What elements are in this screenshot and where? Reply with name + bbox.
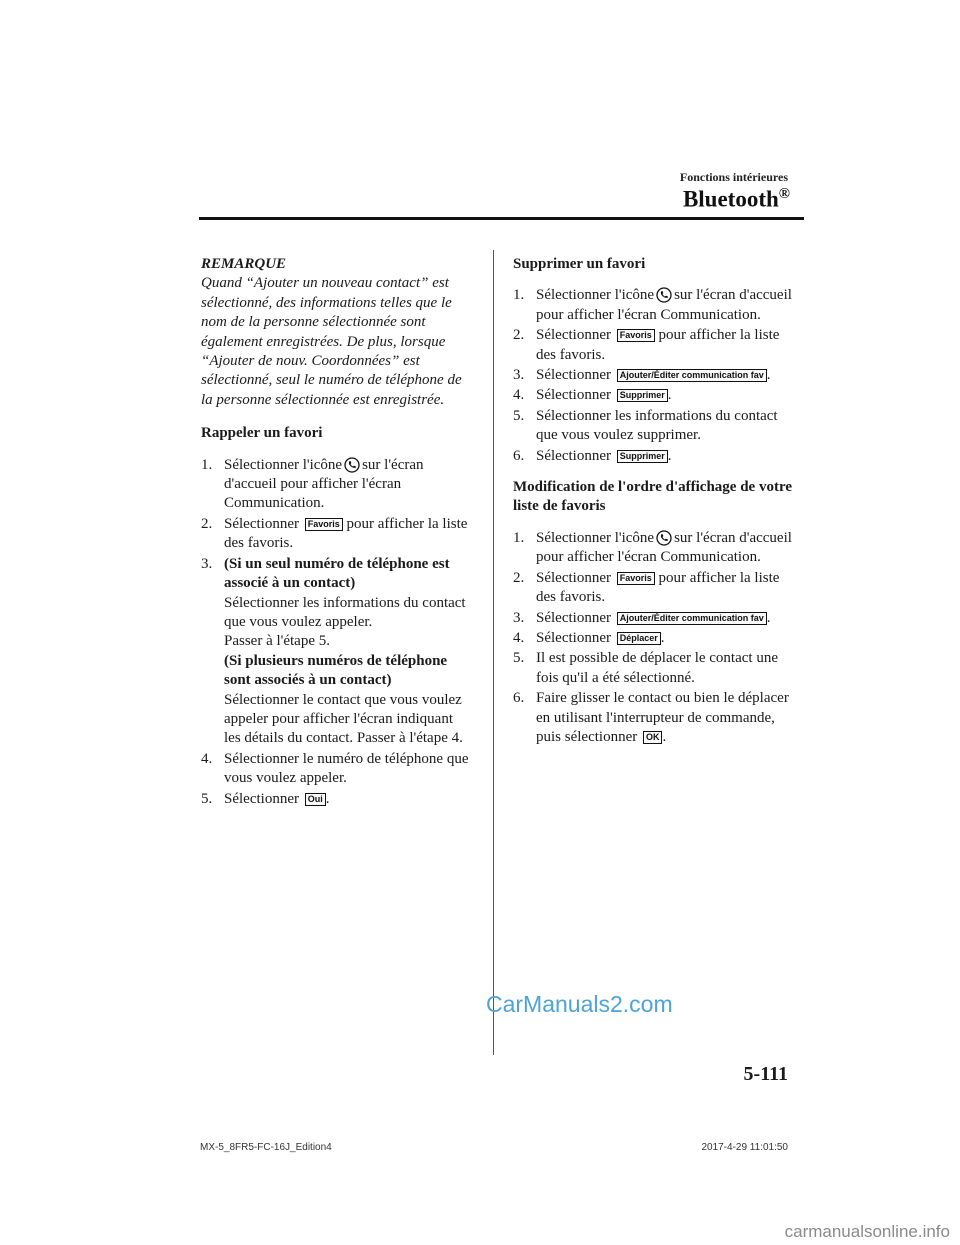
footer-edition: MX-5_8FR5-FC-16J_Edition4 xyxy=(200,1142,332,1153)
list-item: 5. Il est possible de déplacer le contact une fois qu'il a été sélectionné. xyxy=(513,650,778,686)
phone-icon xyxy=(656,530,672,546)
list-item: 4. Sélectionner Supprimer . xyxy=(513,387,672,404)
section-heading-delete: Supprimer un favori xyxy=(513,256,646,272)
list-item: 2. Sélectionner Favoris pour afficher la liste des favoris. xyxy=(513,327,780,363)
supprimer-button: Supprimer xyxy=(617,389,668,402)
list-item: 4. Sélectionner le numéro de téléphone que vous voulez appeler. xyxy=(201,750,469,787)
list-item: 5. Sélectionner les informations du contact que vous voulez supprimer. xyxy=(513,407,778,444)
section-heading-reorder: Modification de l'ordre d'affichage de votre liste de favoris xyxy=(513,479,792,515)
reorder-steps xyxy=(513,529,793,747)
list-item: 5. Sélectionner Oui . xyxy=(201,790,330,807)
edit-fav-button: Ajouter/Éditer communication fav xyxy=(617,612,767,625)
recall-steps xyxy=(201,456,471,809)
right-column xyxy=(513,255,793,748)
list-item: 1. Sélectionner l'icône sur l'écran d'accueil pour afficher l'écran Communication. xyxy=(513,287,792,323)
page-title: Bluetooth® xyxy=(682,186,790,212)
supprimer-button: Supprimer xyxy=(617,450,668,463)
phone-icon xyxy=(656,287,672,303)
header-rule xyxy=(199,217,804,220)
list-item: 6. Faire glisser le contact ou bien le déplacer en utilisant l'interrupteur de commande, puis sélectionner OK . xyxy=(513,690,789,745)
oui-button: Oui xyxy=(305,793,326,806)
list-item: 1. Sélectionner l'icône sur l'écran d'accueil pour afficher l'écran Communication. xyxy=(201,456,424,512)
list-item: 2. Sélectionner Favoris pour afficher la liste des favoris. xyxy=(201,515,468,552)
list-item: 3. (Si un seul numéro de téléphone est associé à un contact) Sélectionner les informations du contact que vous voulez appeler. Passer à l'étape 5. (Si plusieurs numéros de téléphone sont associés à un contact) Sélectionner le contact que vous voulez appeler pour afficher l'écran indiquant les détails du contact. Passer à l'étape 4. xyxy=(201,555,466,747)
watermark: CarManuals2.com xyxy=(486,991,673,1017)
delete-steps xyxy=(513,286,793,466)
list-item: 4. Sélectionner Déplacer . xyxy=(513,629,665,646)
deplacer-button: Déplacer xyxy=(617,632,661,645)
list-item: 3. Sélectionner Ajouter/Éditer communication fav . xyxy=(513,367,771,384)
column-divider xyxy=(493,250,494,1055)
list-item: 3. Sélectionner Ajouter/Éditer communication fav . xyxy=(513,609,771,626)
list-item: 1. Sélectionner l'icône sur l'écran d'accueil pour afficher l'écran Communication. xyxy=(513,529,792,566)
footer-timestamp: 2017-4-29 11:01:50 xyxy=(701,1142,788,1153)
site-watermark: carmanualsonline.info xyxy=(784,1222,950,1241)
favoris-button: Favoris xyxy=(305,518,343,531)
edit-fav-button: Ajouter/Éditer communication fav xyxy=(617,369,767,382)
list-item: 6. Sélectionner Supprimer . xyxy=(513,447,672,464)
note-title: REMARQUE xyxy=(201,256,287,272)
ok-button: OK xyxy=(643,731,663,744)
list-item: 2. Sélectionner Favoris pour afficher la liste des favoris. xyxy=(513,569,780,606)
section-header: Fonctions intérieures xyxy=(679,170,788,184)
section-heading-recall: Rappeler un favori xyxy=(201,425,323,442)
page-number: 5-111 xyxy=(743,1063,788,1085)
favoris-button: Favoris xyxy=(617,329,655,342)
phone-icon xyxy=(344,457,360,473)
left-column xyxy=(201,255,471,810)
note-body: Quand “Ajouter un nouveau contact” est sélectionné, des informations telles que le nom de la personne sélectionnée sont également enregistrées. De plus, lorsque “Ajouter de nouv. Coordonnées” est sélectionné, seul le numéro de téléphone de la personne sélectionnée est enregistrée. xyxy=(201,275,462,408)
favoris-button: Favoris xyxy=(617,572,655,585)
